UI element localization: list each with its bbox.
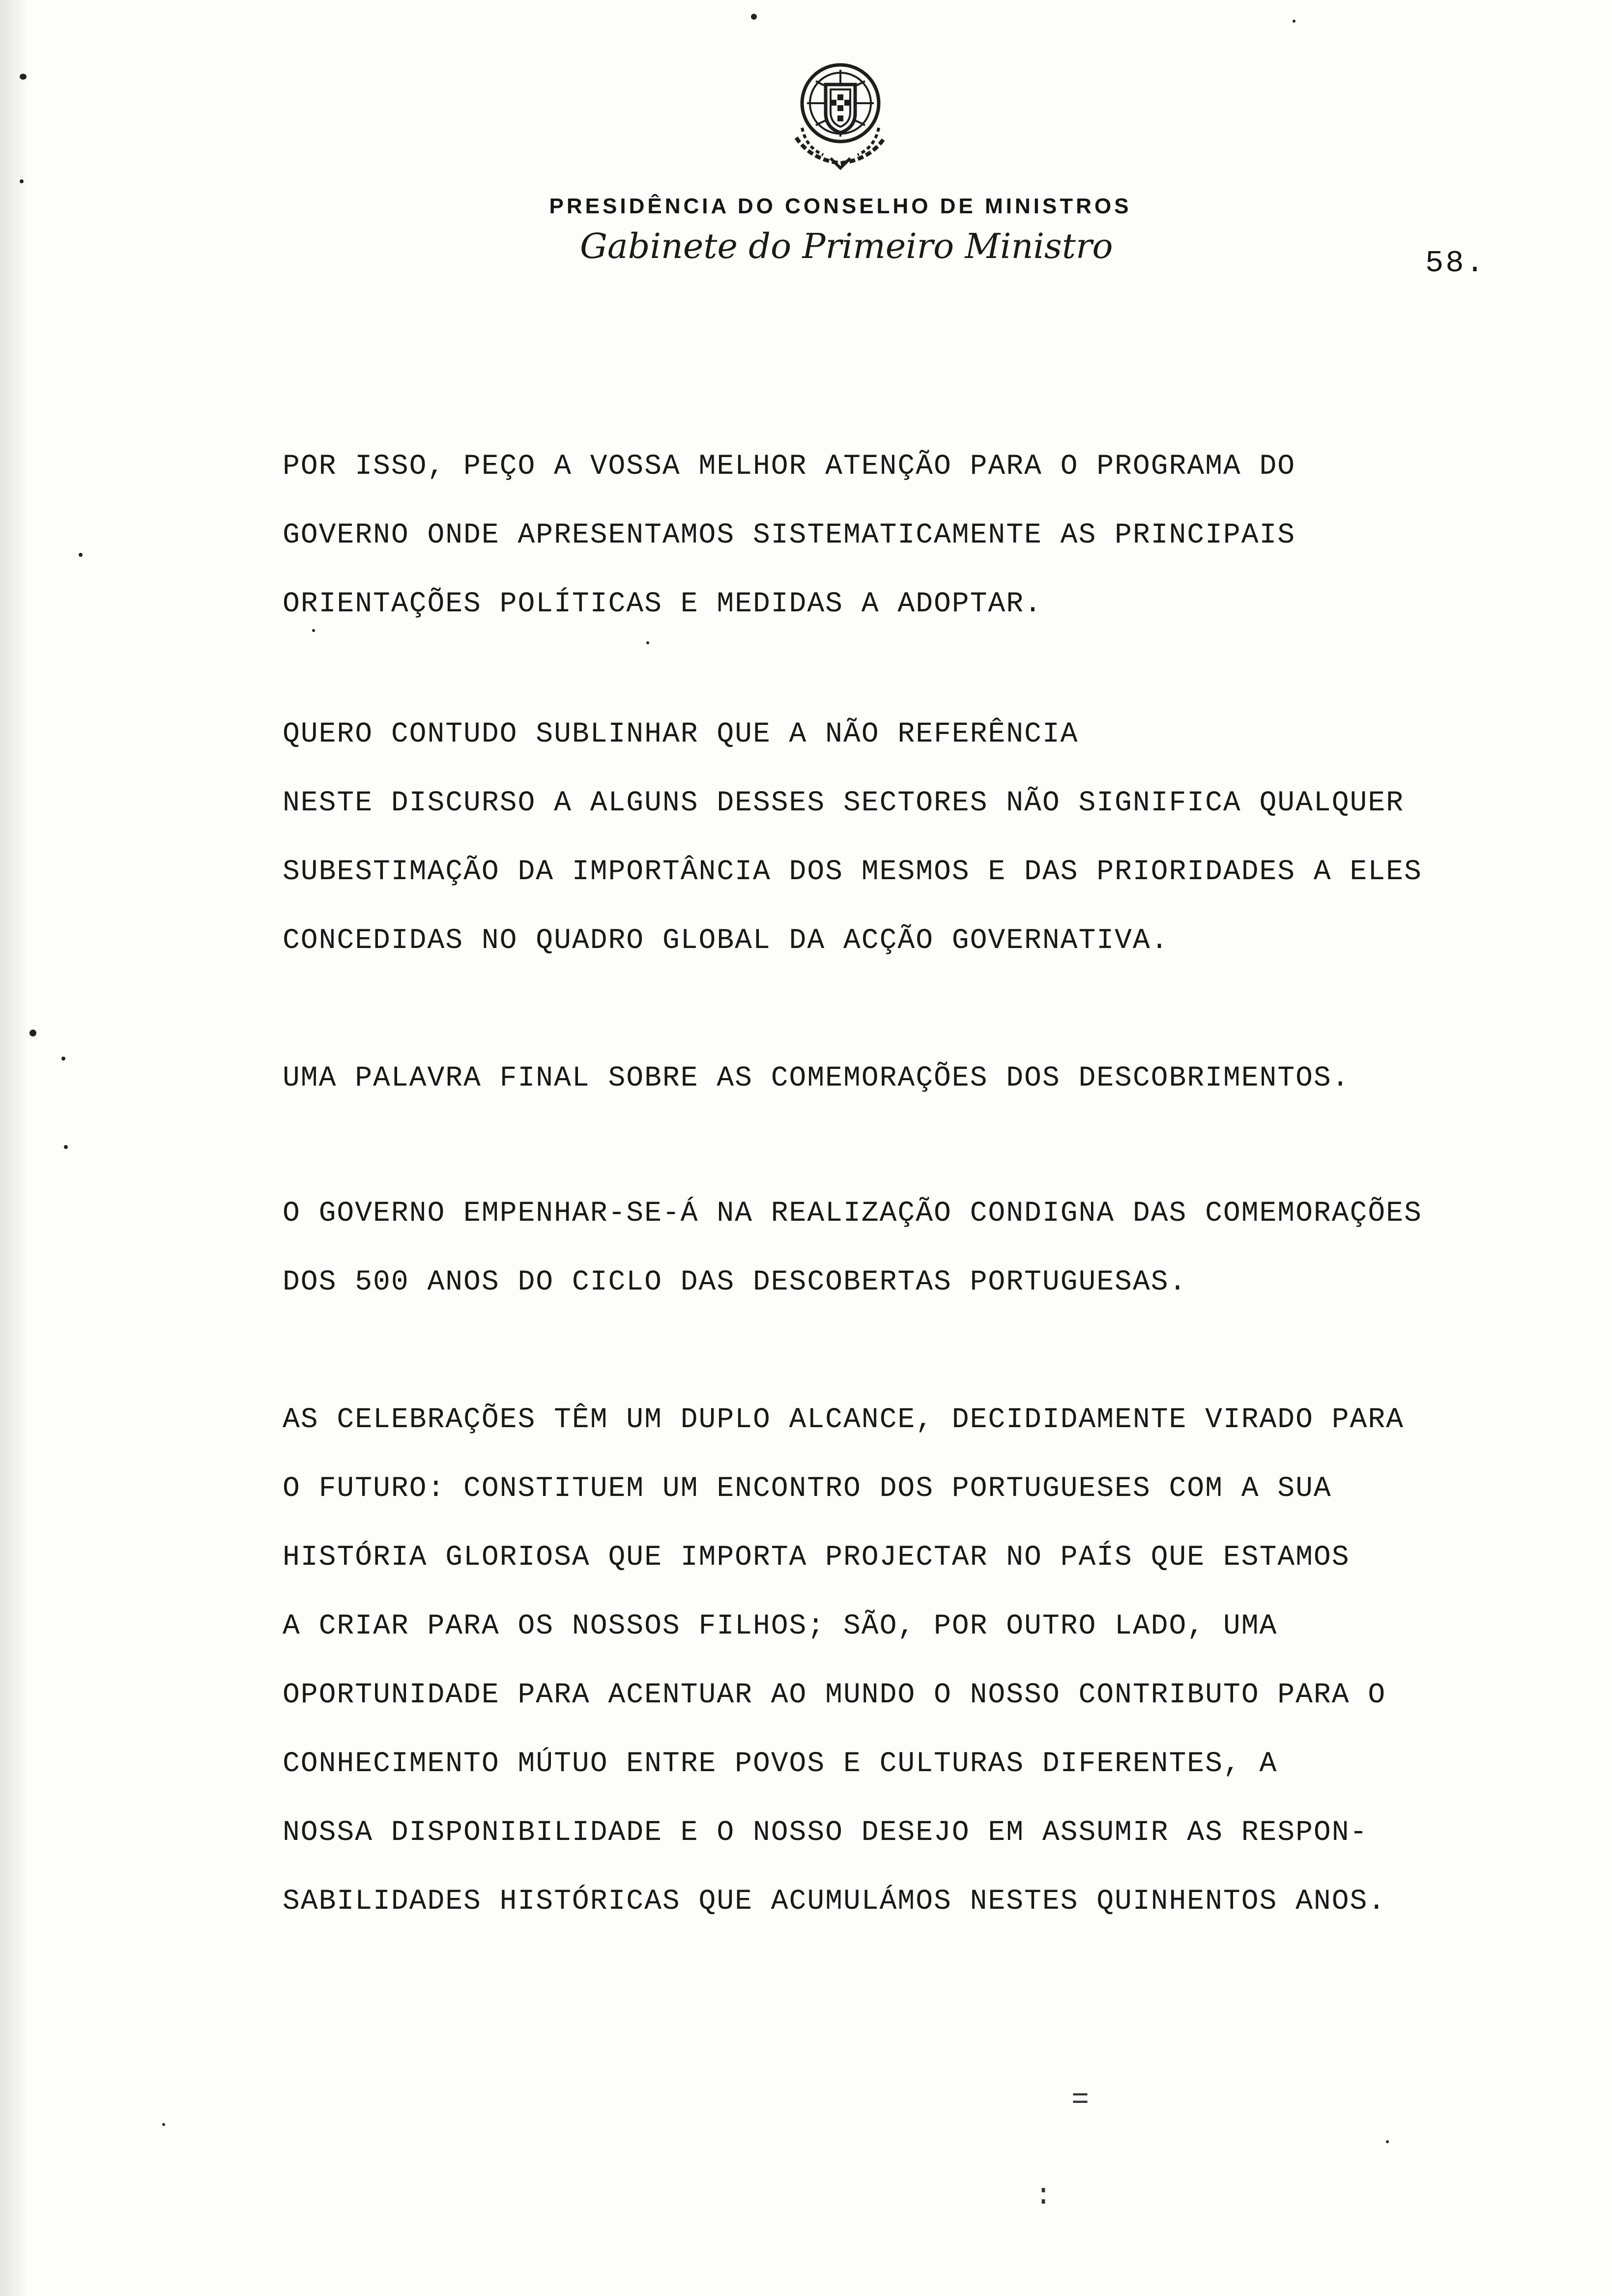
- scan-shadow-edge: [0, 0, 29, 2296]
- paragraph-sectors-note: QUERO CONTUDO SUBLINHAR QUE A NÃO REFERÊNCIA NESTE DISCURSO A ALGUNS DESSES SECTORES NÃO SIGNIFICA QUALQUER SUBESTIMAÇÃO DA IMPORTÂNCIA DOS MESMOS E DAS PRIORIDADES A ELES CONCEDIDAS NO QUADRO GLOBAL DA ACÇÃO GOVERNATIVA.: [283, 718, 1422, 957]
- scan-speck: [751, 14, 757, 20]
- scan-speck: [20, 74, 27, 80]
- scan-speck: [79, 553, 83, 557]
- scan-speck: [20, 179, 24, 183]
- footer-mark: =: [1071, 2084, 1090, 2117]
- scan-speck: [64, 1145, 68, 1149]
- scan-speck: [162, 2123, 165, 2126]
- page-number: 58.: [1425, 246, 1486, 281]
- scan-speck: [29, 1030, 36, 1036]
- scan-speck: [646, 641, 649, 644]
- paragraph-program-attention: POR ISSO, PEÇO A VOSSA MELHOR ATENÇÃO PARA O PROGRAMA DO GOVERNO ONDE APRESENTAMOS SISTEMATICAMENTE AS PRINCIPAIS ORIENTAÇÕES POLÍTICAS E MEDIDAS A ADOPTAR.: [283, 451, 1296, 620]
- institution-header: PRESIDÊNCIA DO CONSELHO DE MINISTROS: [549, 194, 1132, 218]
- scan-speck: [1386, 2140, 1389, 2143]
- scan-speck: [61, 1057, 65, 1061]
- paragraph-final-word: UMA PALAVRA FINAL SOBRE AS COMEMORAÇÕES DOS DESCOBRIMENTOS.: [283, 1062, 1350, 1094]
- paragraph-celebrations: AS CELEBRAÇÕES TÊM UM DUPLO ALCANCE, DECIDIDAMENTE VIRADO PARA O FUTURO: CONSTITUEM UM ENCONTRO DOS PORTUGUESES COM A SUA HISTÓRIA GLORIOSA QUE IMPORTA PROJECTAR NO PAÍS QUE ESTAMOS A CRIAR PARA OS NOSSOS FILHOS; SÃO, POR OUTRO LADO, UMA OPORTUNIDADE PARA ACENTUAR AO MUNDO O NOSSO CONTRIBUTO PARA O CONHECIMENTO MÚTUO ENTRE POVOS E CULTURAS DIFERENTES, A NOSSA DISPONIBILIDADE E O NOSSO DESEJO EM ASSUMIR AS RESPON- SABILIDADES HISTÓRICAS QUE ACUMULÁMOS NESTES QUINHENTOS ANOS.: [283, 1404, 1404, 1918]
- coat-of-arms-icon: [777, 54, 904, 172]
- office-subtitle: Gabinete do Primeiro Ministro: [580, 226, 1113, 266]
- footer-mark: :: [1035, 2180, 1053, 2213]
- scan-speck: [1293, 20, 1295, 23]
- paragraph-government-commitment: O GOVERNO EMPENHAR-SE-Á NA REALIZAÇÃO CONDIGNA DAS COMEMORAÇÕES DOS 500 ANOS DO CICLO DAS DESCOBERTAS PORTUGUESAS.: [283, 1198, 1422, 1298]
